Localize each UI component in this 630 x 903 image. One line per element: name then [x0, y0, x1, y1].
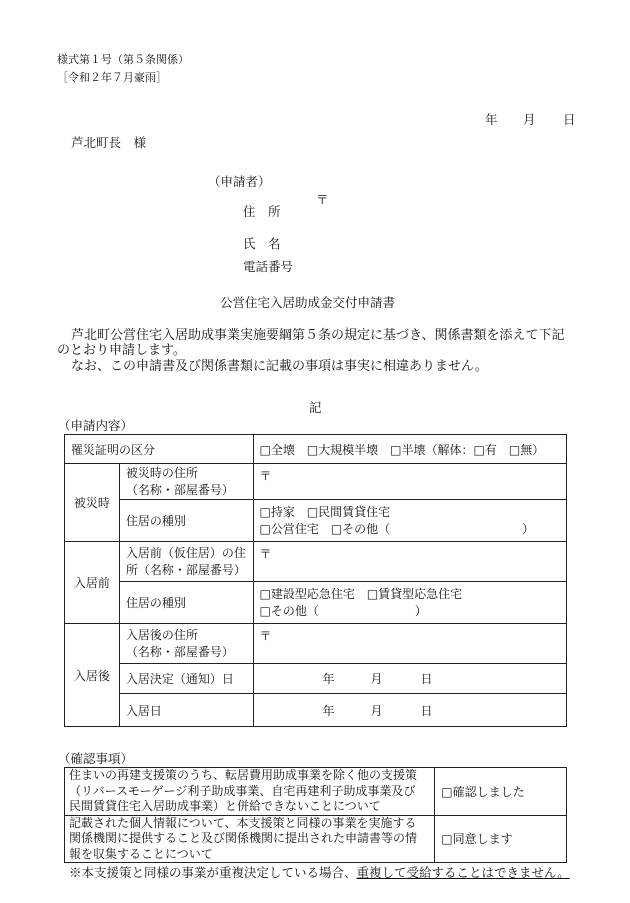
- hisai-type-options[interactable]: □持家 □民間賃貸住宅 □公営住宅 □その他（ ）: [253, 500, 567, 542]
- mae-type-label: 住居の種別: [119, 582, 253, 624]
- disaster-note: ［令和２年７月豪雨］: [57, 71, 167, 84]
- mae-address-label: 入居前（仮住居）の住 所（名称・部屋番号）: [119, 542, 253, 582]
- date-day-label: 日: [563, 112, 576, 127]
- mae-group-label: 入居前: [65, 542, 120, 624]
- ato-group-label: 入居後: [65, 624, 120, 727]
- ato-address-field[interactable]: 〒: [253, 624, 567, 664]
- mae-type-options[interactable]: □建設型応急住宅 □賃貸型応急住宅 □その他（ ）: [253, 582, 567, 624]
- contents-heading: （申請内容）: [58, 418, 134, 433]
- applicant-name-label: 氏 名: [243, 236, 281, 251]
- document-title: 公営住宅入居助成金交付申請書: [220, 295, 396, 310]
- date-year-label: 年: [485, 112, 498, 127]
- cert-label: 罹災証明の区分: [65, 435, 254, 464]
- form-number: 様式第１号（第５条関係）: [57, 53, 189, 66]
- hisai-address-field[interactable]: 〒: [253, 464, 567, 500]
- decision-date-field[interactable]: 年 月 日: [253, 664, 567, 694]
- decision-date-label: 入居決定（通知）日: [119, 664, 253, 694]
- confirm-item2-text: 記載された個人情報について、本支援策と同様の事業を実施する 関係機関に提供すること及び関係機関に提出された申請書等の情 報を収集することについて: [65, 815, 435, 863]
- addressee: 芦北町長 様: [71, 135, 147, 150]
- postal-mark: 〒: [316, 192, 329, 207]
- body-para1-line2: のとおり申請します。: [57, 343, 186, 358]
- move-in-date-field[interactable]: 年 月 日: [253, 694, 567, 727]
- move-in-date-label: 入居日: [119, 694, 253, 727]
- mae-address-field[interactable]: 〒: [253, 542, 567, 582]
- confirm-item2-checkbox[interactable]: □同意します: [435, 815, 567, 863]
- ki-heading: 記: [309, 400, 322, 415]
- application-table: [64, 434, 567, 727]
- body-para1-line1: 芦北町公営住宅入居助成事業実施要綱第５条の規定に基づき、関係書類を添えて下記: [71, 328, 565, 343]
- applicant-address-label: 住 所: [243, 204, 281, 219]
- confirm-table: [64, 767, 567, 863]
- body-para2: なお、この申請書及び関係書類に記載の事項は事実に相違ありません。: [71, 359, 488, 374]
- cert-options[interactable]: □全壊 □大規模半壊 □半壊（解体：□有 □無）: [253, 435, 567, 464]
- hisai-group-label: 被災時: [65, 464, 120, 542]
- hisai-type-label: 住居の種別: [119, 500, 253, 542]
- date-month-label: 月: [523, 112, 536, 127]
- applicant-phone-label: 電話番号: [243, 259, 294, 274]
- footnote: ※本支援策と同様の事業が重複決定している場合、重複して受給することはできません。: [69, 865, 570, 880]
- hisai-address-label: 被災時の住所 （名称・部屋番号）: [119, 464, 253, 500]
- confirm-item1-checkbox[interactable]: □確認しました: [435, 768, 567, 816]
- confirm-heading: （確認事項）: [58, 751, 134, 766]
- applicant-label: （申請者）: [208, 174, 271, 189]
- ato-address-label: 入居後の住所 （名称・部屋番号）: [119, 624, 253, 664]
- confirm-item1-text: 住まいの再建支援策のうち、転居費用助成事業を除く他の支援策 （リバースモーゲージ利子助成事業、自宅再建利子助成事業及び 民間賃貸住宅入居助成事業）と併給できないことについて: [65, 768, 435, 816]
